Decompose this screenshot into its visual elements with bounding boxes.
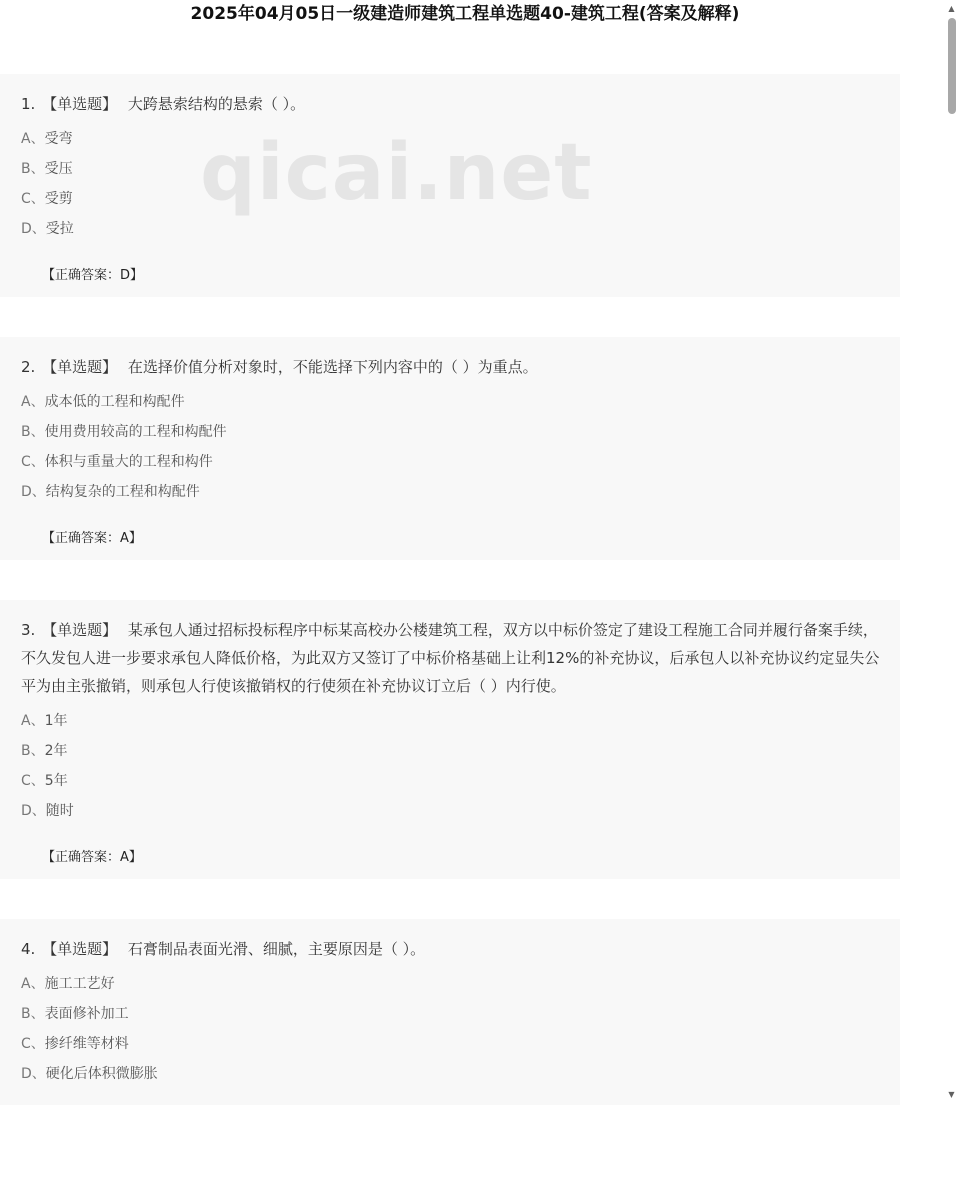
option-key: B、 <box>21 161 45 177</box>
option-text: 受压 <box>44 161 73 177</box>
option-text: 受剪 <box>44 191 73 207</box>
option-d <box>21 1059 886 1089</box>
option-key: B、 <box>21 424 45 440</box>
question-stem <box>21 616 886 700</box>
question-stem <box>21 90 886 118</box>
option-text: 5年 <box>44 773 68 789</box>
option-a <box>21 387 886 417</box>
question-number: 3. <box>21 621 36 639</box>
watermark-text: qicai.net <box>200 128 593 218</box>
question-text: 在选择价值分析对象时，不能选择下列内容中的（ ）为重点。 <box>127 358 538 376</box>
question-card <box>0 337 900 560</box>
question-stem <box>21 935 886 963</box>
option-a <box>21 969 886 999</box>
scrollbar-thumb[interactable] <box>948 18 956 114</box>
option-text: 掺纤维等材料 <box>44 1036 129 1052</box>
option-text: 使用费用较高的工程和构配件 <box>44 424 227 440</box>
option-d <box>21 477 886 507</box>
correct-answer: 【正确答案：A】 <box>42 850 142 865</box>
option-c <box>21 766 886 796</box>
option-text: 1年 <box>44 713 68 729</box>
option-d <box>21 214 886 244</box>
option-key: C、 <box>21 1036 45 1052</box>
question-text: 某承包人通过招标投标程序中标某高校办公楼建筑工程，双方以中标价签定了建设工程施工合同并履行备案手续，不久发包人进一步要求承包人降低价格，为此双方又签订了中标价格基础上让利12%的补充协议，后承包人以补充协议约定显失公平为由主张撤销，则承包人行使该撤销权的行使须在补充协议订立后（ ）内行使。 <box>21 621 880 695</box>
scroll-down-icon[interactable]: ▼ <box>948 1090 955 1099</box>
question-type: 【单选题】 <box>42 95 118 113</box>
option-key: D、 <box>21 1066 46 1082</box>
option-c <box>21 1029 886 1059</box>
page-title: 2025年04月05日一级建造师建筑工程单选题40-建筑工程(答案及解释) <box>190 4 740 24</box>
question-number: 2. <box>21 358 36 376</box>
option-text: 表面修补加工 <box>44 1006 129 1022</box>
option-text: 施工工艺好 <box>44 976 115 992</box>
option-text: 受弯 <box>44 131 73 147</box>
correct-answer: 【正确答案：A】 <box>42 531 142 546</box>
option-key: C、 <box>21 454 45 470</box>
question-type: 【单选题】 <box>42 358 118 376</box>
question-type: 【单选题】 <box>42 940 118 958</box>
option-b <box>21 417 886 447</box>
option-key: A、 <box>21 394 45 410</box>
option-key: D、 <box>21 221 46 237</box>
option-key: B、 <box>21 743 45 759</box>
option-text: 成本低的工程和构配件 <box>44 394 185 410</box>
option-key: D、 <box>21 484 46 500</box>
option-b <box>21 999 886 1029</box>
question-number: 1. <box>21 95 36 113</box>
question-number: 4. <box>21 940 36 958</box>
option-a <box>21 706 886 736</box>
vertical-scrollbar[interactable] <box>943 0 960 1105</box>
question-card <box>0 600 900 879</box>
option-text: 体积与重量大的工程和构件 <box>44 454 213 470</box>
option-key: B、 <box>21 1006 45 1022</box>
question-stem <box>21 353 886 381</box>
question-card <box>0 919 900 1105</box>
option-text: 受拉 <box>45 221 74 237</box>
option-key: A、 <box>21 713 45 729</box>
option-text: 2年 <box>44 743 68 759</box>
option-text: 结构复杂的工程和构配件 <box>45 484 200 500</box>
option-d <box>21 796 886 826</box>
option-key: A、 <box>21 131 45 147</box>
option-key: A、 <box>21 976 45 992</box>
option-text: 硬化后体积微膨胀 <box>45 1066 158 1082</box>
option-c <box>21 447 886 477</box>
option-b <box>21 736 886 766</box>
scroll-up-icon[interactable]: ▲ <box>948 4 955 13</box>
option-text: 随时 <box>45 803 74 819</box>
question-text: 大跨悬索结构的悬索（ ）。 <box>127 95 306 113</box>
option-key: C、 <box>21 773 45 789</box>
correct-answer: 【正确答案：D】 <box>42 268 144 283</box>
question-type: 【单选题】 <box>42 621 118 639</box>
question-text: 石膏制品表面光滑、细腻，主要原因是（ ）。 <box>127 940 426 958</box>
option-key: D、 <box>21 803 46 819</box>
option-key: C、 <box>21 191 45 207</box>
